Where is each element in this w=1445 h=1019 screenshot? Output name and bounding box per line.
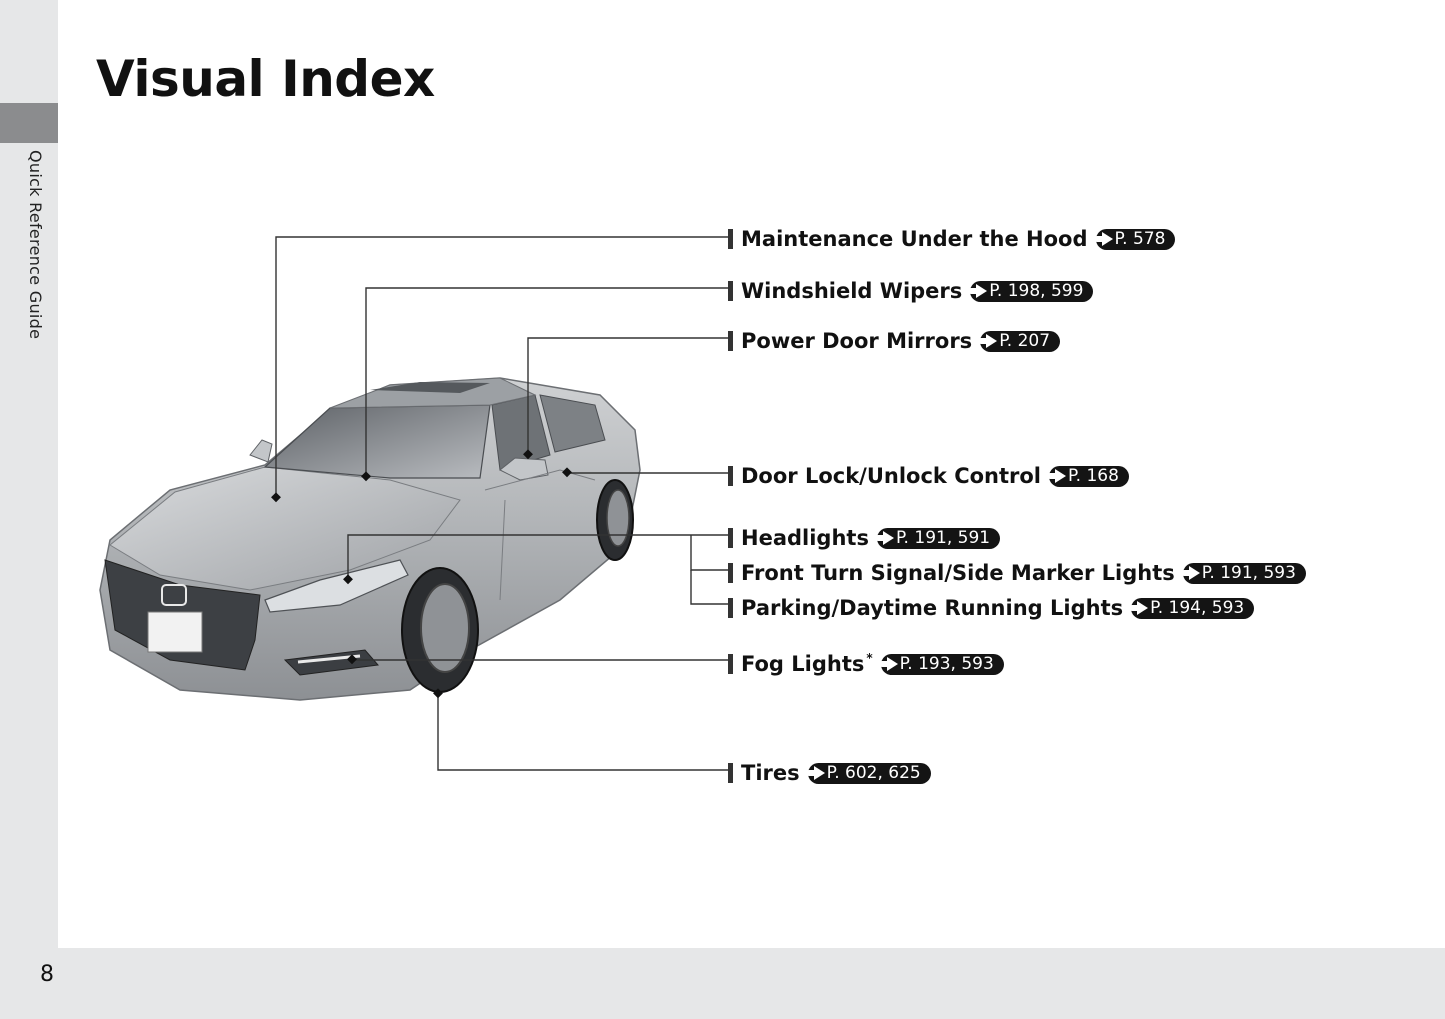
callout-label: Power Door Mirrors <box>741 329 973 353</box>
callout-door-lock[interactable] <box>728 465 1129 487</box>
callout-label: Door Lock/Unlock Control <box>741 464 1042 488</box>
callout-wipers[interactable] <box>728 280 1093 302</box>
callout-bar <box>728 563 733 583</box>
leader-turn-signal <box>691 535 732 570</box>
asterisk-note: * <box>866 651 873 665</box>
leader-parking <box>691 570 732 604</box>
callout-bar <box>728 466 733 486</box>
page-reference-badge[interactable]: P. 191, 591 <box>877 528 1000 549</box>
car-illustration <box>100 378 640 700</box>
callout-bar <box>728 528 733 548</box>
callout-turn-signal[interactable] <box>728 562 1306 584</box>
leader-tires <box>438 694 732 770</box>
page-title: Visual Index <box>96 50 435 108</box>
page-reference-badge[interactable]: P. 602, 625 <box>808 763 931 784</box>
callout-parking[interactable] <box>728 597 1254 619</box>
page-reference-arrow-icon <box>814 766 825 780</box>
page-reference-arrow-icon <box>1102 232 1113 246</box>
page-reference-arrow-icon <box>986 334 997 348</box>
page-reference-arrow-icon <box>976 284 987 298</box>
callout-bar <box>728 229 733 249</box>
page-reference-badge[interactable]: P. 194, 593 <box>1131 598 1254 619</box>
callout-bar <box>728 331 733 351</box>
callout-label: Maintenance Under the Hood <box>741 227 1088 251</box>
callout-bar <box>728 763 733 783</box>
callout-label: Parking/Daytime Running Lights <box>741 596 1124 620</box>
callout-maintenance[interactable] <box>728 228 1175 250</box>
page-reference-arrow-icon <box>887 657 898 671</box>
callout-bar <box>728 654 733 674</box>
callout-label: Front Turn Signal/Side Marker Lights <box>741 561 1175 585</box>
callout-bar <box>728 598 733 618</box>
page-reference-badge[interactable]: P. 578 <box>1096 229 1176 250</box>
page-reference-arrow-icon <box>1137 601 1148 615</box>
callout-bar <box>728 281 733 301</box>
page-reference-badge[interactable]: P. 193, 593 <box>881 654 1004 675</box>
section-label: Quick Reference Guide <box>26 150 45 340</box>
callout-label: Headlights <box>741 526 869 550</box>
page-reference-badge[interactable]: P. 168 <box>1049 466 1129 487</box>
callout-tires[interactable] <box>728 762 931 784</box>
callout-label: Fog Lights <box>741 652 865 676</box>
callout-label: Windshield Wipers <box>741 279 963 303</box>
page-reference-arrow-icon <box>1055 469 1066 483</box>
callout-fog-lights[interactable] <box>728 653 1004 675</box>
page-number: 8 <box>40 962 54 987</box>
callout-mirrors[interactable] <box>728 330 1060 352</box>
callout-headlights[interactable] <box>728 527 1000 549</box>
page-reference-badge[interactable]: P. 198, 599 <box>970 281 1093 302</box>
page-reference-arrow-icon <box>1189 566 1200 580</box>
page-reference-badge[interactable]: P. 191, 593 <box>1183 563 1306 584</box>
page-reference-badge[interactable]: P. 207 <box>980 331 1060 352</box>
page-reference-arrow-icon <box>883 531 894 545</box>
callout-label: Tires <box>741 761 800 785</box>
